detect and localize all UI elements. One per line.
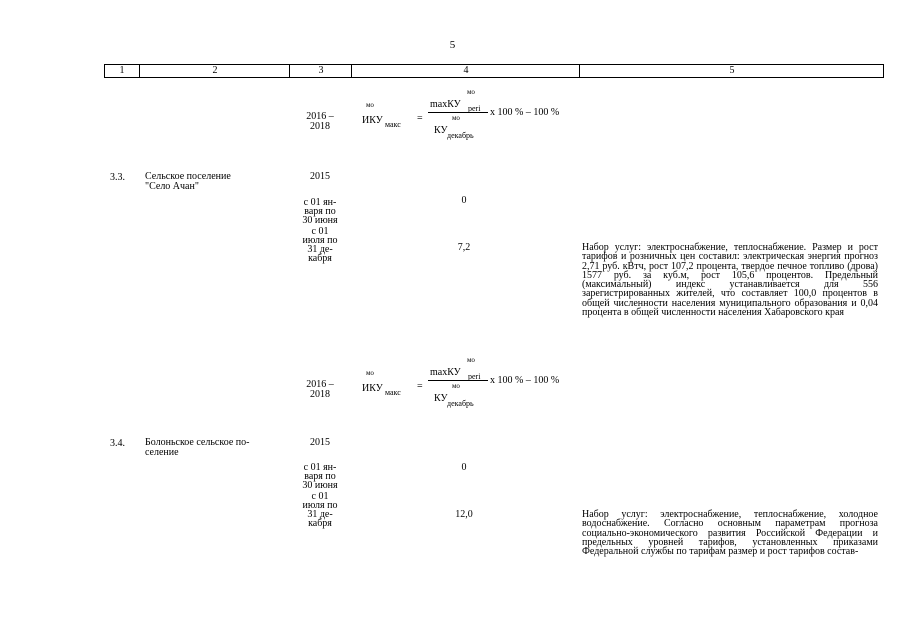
- formula-denominator: КУ: [434, 393, 448, 404]
- value-second-half: 12,0: [455, 509, 473, 520]
- settlement-name: Сельское поселение "Село Ачан": [145, 171, 231, 192]
- formula-numerator: maxКУ: [430, 367, 461, 378]
- formula-eq: =: [417, 381, 423, 392]
- formula-denominator: КУ: [434, 125, 448, 136]
- formula-lhs-sup: мо: [366, 369, 374, 377]
- formula-top: [362, 88, 592, 148]
- year-label: 2015: [310, 437, 330, 448]
- section-description: Набор услуг: электроснабжение, теплоснабжение. Размер и рост тарифов и розничных цен составил: электрическая энергия прогноз 2,71 руб. кВтч, рост 107,2 процента, твердое печное топливо (дрова) 1577 руб. за куб.м, рост 105,6 процентов. Предельный (максимальный) индекс устанавливается для 556 зарегистрированных жителей, что составляет 100,0 процентов в общей численности населения муниципального образования и 0,04 процента в общей численности населения Хабаровского края: [582, 242, 878, 319]
- page-number: 5: [449, 39, 456, 51]
- formula-lhs-sub: макс: [385, 388, 401, 397]
- formula-den-sub: декабрь: [447, 399, 474, 408]
- formula-lhs-sup: мо: [366, 101, 374, 109]
- settlement-name: Болоньское сельское по- селение: [145, 437, 250, 458]
- value-first-half: 0: [461, 462, 467, 473]
- formula-num-sup: мо: [467, 356, 475, 364]
- formula-num-sub: pеri: [468, 372, 481, 381]
- formula-lhs: ИКУ: [362, 383, 383, 394]
- formula-den-sub: декабрь: [447, 131, 474, 140]
- period-first-half: с 01 ян- варя по 30 июня: [302, 197, 338, 226]
- year-label: 2015: [310, 171, 330, 182]
- formula-den-sup: мо: [452, 114, 460, 122]
- header-col-5: 5: [579, 65, 884, 77]
- formula-section-33: [362, 356, 592, 416]
- header-col-2: 2: [139, 65, 290, 77]
- formula-numerator: maxКУ: [430, 99, 461, 110]
- formula-den-sup: мо: [452, 382, 460, 390]
- header-col-3: 3: [289, 65, 352, 77]
- header-col-1: 1: [119, 65, 125, 76]
- formula-lhs: ИКУ: [362, 115, 383, 126]
- table-header-row: [104, 64, 884, 78]
- formula-lhs-sub: макс: [385, 120, 401, 129]
- period-second-half: с 01 июля по 31 де- кабря: [302, 226, 338, 264]
- formula-num-sub: pеri: [468, 104, 481, 113]
- formula-tail: x 100 % – 100 %: [490, 375, 560, 386]
- formula-eq: =: [417, 113, 423, 124]
- section-number: 3.4.: [110, 438, 125, 449]
- fraction-line: [428, 380, 488, 381]
- year-range: 2016 – 2018: [306, 379, 334, 400]
- section-number: 3.3.: [110, 172, 125, 183]
- fraction-line: [428, 112, 488, 113]
- period-first-half: с 01 ян- варя по 30 июня: [302, 462, 338, 491]
- value-second-half: 7,2: [457, 242, 471, 253]
- period-second-half: с 01 июля по 31 де- кабря: [302, 491, 338, 529]
- year-range-top: 2016 – 2018: [306, 111, 334, 132]
- section-description: Набор услуг: электроснабжение, теплоснабжение, холодное водоснабжение. Согласно основным параметрам прогноза социально-экономического развития Российской Федерации и предельных уровней тарифов, установленных приказами Федеральной службы по тарифам размер и рост тарифов состав-: [582, 509, 878, 558]
- header-col-4: 4: [351, 65, 580, 77]
- formula-tail: x 100 % – 100 %: [490, 107, 560, 118]
- value-first-half: 0: [461, 195, 467, 206]
- formula-num-sup: мо: [467, 88, 475, 96]
